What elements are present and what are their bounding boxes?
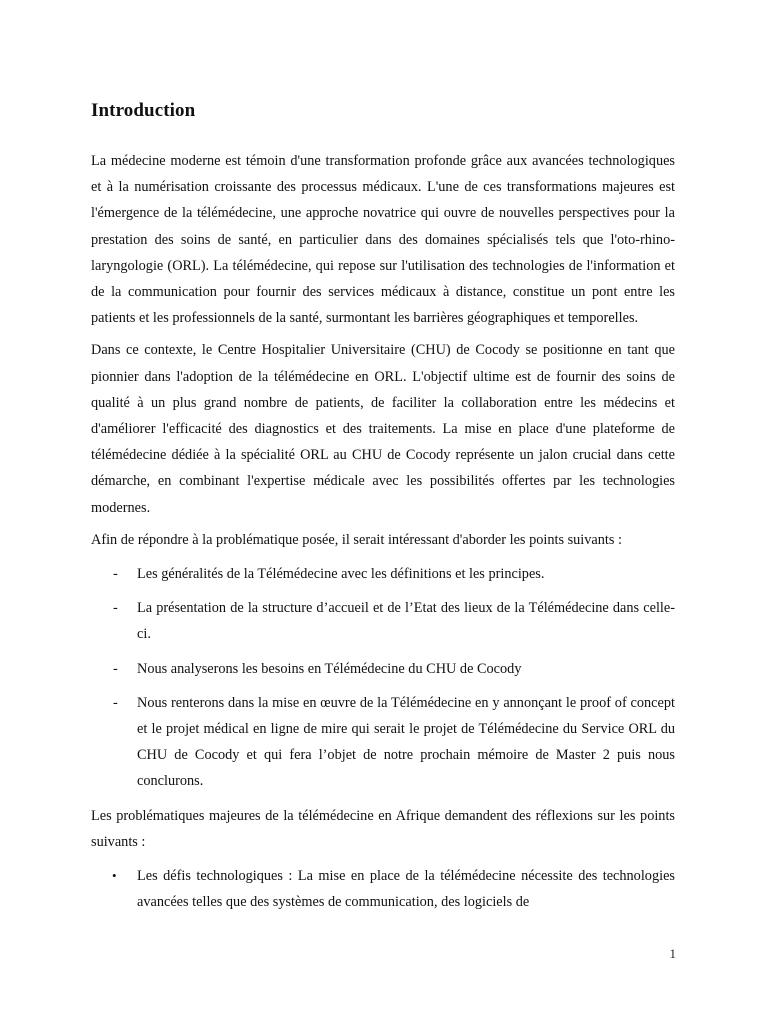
list-item-text: La présentation de la structure d’accueil et de l’Etat des lieux de la Télémédecine dans celle-ci.	[137, 600, 675, 643]
list-item	[91, 561, 675, 587]
section-heading: Introduction	[91, 100, 196, 121]
page-content	[91, 98, 675, 923]
dash-marker: -	[113, 694, 118, 711]
list-item-text: Les défis technologiques : La mise en place de la télémédecine nécessite des technologies avancées telles que des systèmes de communication, des logiciels de	[137, 868, 675, 911]
page-number: 1	[669, 946, 676, 961]
list-item-text: Nous analyserons les besoins en Télémédecine du CHU de Cocody	[137, 660, 522, 677]
list-item-text: Nous renterons dans la mise en œuvre de la Télémédecine en y annonçant le proof of concept et le projet médical en ligne de mire qui serait le projet de Télémédecine du Service ORL du CHU de Cocody et qui fera l’objet de notre prochain mémoire de Master 2 puis nous conclurons.	[137, 694, 675, 790]
list-item	[91, 863, 675, 915]
intro-paragraph-2: Dans ce contexte, le Centre Hospitalier Universitaire (CHU) de Cocody se positionne en tant que pionnier dans l'adoption de la télémédecine en ORL. L'objectif ultime est de fournir des soins de qualité à un plus grand nombre de patients, de faciliter la collaboration entre les médecins et d'améliorer l'efficacité des diagnostics et des traitements. La mise en place d'une plateforme de télémédecine dédiée à la spécialité ORL au CHU de Cocody représente un jalon crucial dans cette démarche, en combinant l'expertise médicale avec les possibilités offertes par les technologies modernes.	[91, 342, 675, 516]
dash-marker: -	[113, 600, 118, 617]
bullet-list	[91, 863, 675, 915]
list-item	[91, 690, 675, 795]
closing-paragraph: Les problématiques majeures de la télémédecine en Afrique demandent des réflexions sur les points suivants :	[91, 807, 675, 850]
list-item	[91, 595, 675, 647]
dash-list	[91, 561, 675, 795]
list-item-text: Les généralités de la Télémédecine avec les définitions et les principes.	[137, 566, 545, 583]
bullet-marker: •	[112, 868, 117, 884]
intro-paragraph-3: Afin de répondre à la problématique posée, il serait intéressant d'aborder les points suivants :	[91, 531, 623, 548]
dash-marker: -	[113, 660, 118, 677]
intro-paragraph-1: La médecine moderne est témoin d'une transformation profonde grâce aux avancées technologiques et à la numérisation croissante des processus médicaux. L'une de ces transformations majeures est l'émergence de la télémédecine, une approche novatrice qui ouvre de nouvelles perspectives pour la prestation des soins de santé, en particulier dans des domaines spécialisés tels que l'oto-rhino-laryngologie (ORL). La télémédecine, qui repose sur l'utilisation des technologies de l'information et de la communication pour fournir des services médicaux à distance, constitue un pont entre les patients et les professionnels de la santé, surmontant les barrières géographiques et temporelles.	[91, 153, 675, 327]
list-item	[91, 656, 675, 682]
dash-marker: -	[113, 566, 118, 583]
